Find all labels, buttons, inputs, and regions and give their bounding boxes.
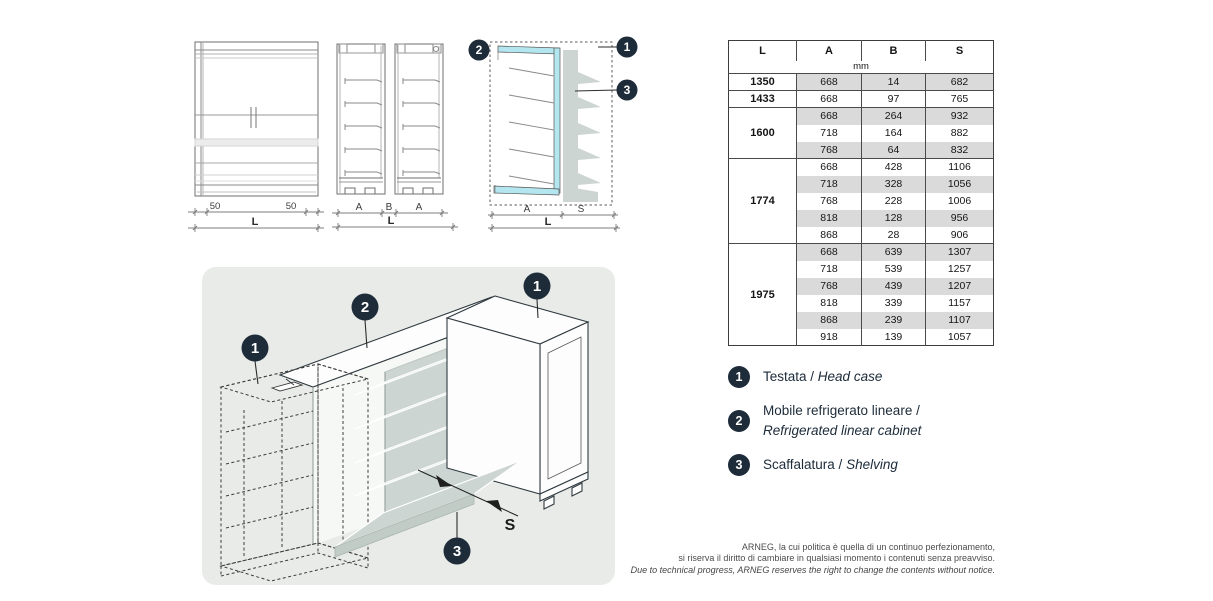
- table-row: 818 339 1157: [729, 295, 994, 312]
- col-header-L: L: [759, 44, 766, 57]
- callout-1-left: [242, 335, 269, 362]
- col-header-B: B: [862, 41, 926, 61]
- svg-text:2: 2: [475, 43, 483, 57]
- dim-label-50-right: 50: [285, 201, 297, 212]
- table-row: 768 64 832: [729, 142, 994, 159]
- legend-badge-1: 1: [728, 366, 750, 388]
- right-section: [395, 44, 443, 194]
- dimensions-table: [728, 40, 994, 346]
- legend-text: Testata / Head case: [763, 369, 883, 384]
- unit-label: mm: [853, 61, 869, 73]
- svg-text:2: 2: [360, 299, 370, 316]
- table-row: 718 539 1257: [729, 261, 994, 278]
- legend-badge-2: 2: [728, 410, 750, 432]
- section-view-drawing: [325, 30, 460, 235]
- dim-label-B: B: [385, 202, 393, 213]
- svg-text:1: 1: [623, 40, 631, 54]
- legend-badge-3: 3: [728, 454, 750, 476]
- table-row: 1600 668 264 932: [729, 108, 994, 125]
- dim-label-L-side: L: [544, 216, 552, 228]
- disclaimer-line-1: ARNEG, la cui politica è quella di un continuo perfezionamento,: [741, 542, 995, 552]
- dim-label-L-front: L: [251, 216, 259, 228]
- table-row: 1433 668 97 765: [729, 91, 994, 108]
- svg-text:1: 1: [532, 278, 542, 295]
- disclaimer-line-2: si riserva il diritto di cambiare in qualsiasi momento i contenuti senza preavviso.: [678, 553, 995, 564]
- side-view-drawing: [465, 30, 645, 235]
- table-row: 868 28 906: [729, 227, 994, 244]
- unit-row: [729, 61, 994, 74]
- side-dim-AS: [488, 211, 618, 219]
- col-header-S: S: [926, 41, 994, 61]
- table-row: 718 328 1056: [729, 176, 994, 193]
- table-row: 768 228 1006: [729, 193, 994, 210]
- s-dimension-label: S: [504, 517, 516, 534]
- legend-text: Mobile refrigerato lineare / Refrigerated linear cabinet: [763, 403, 922, 438]
- legend: [728, 366, 1028, 489]
- section-dim-L: [332, 223, 458, 231]
- table-row: 1975 668 639 1307: [729, 244, 994, 261]
- callout-2-side: [469, 40, 490, 61]
- table-row: 1350 668 14 682: [729, 74, 994, 91]
- table-row: 818 128 956: [729, 210, 994, 227]
- svg-text:3: 3: [452, 543, 462, 560]
- callout-1-right: [524, 273, 551, 300]
- callout-3-bottom: [444, 538, 471, 565]
- svg-text:1: 1: [250, 340, 260, 357]
- dim-label-A1: A: [355, 202, 363, 213]
- table-row: 1774 668 428 1106: [729, 159, 994, 176]
- disclaimer-line-3: Due to technical progress, ARNEG reserves the right to change the contents without notice.: [630, 564, 995, 575]
- callout-3-side: [617, 80, 638, 101]
- legend-item-head-case: [728, 366, 1028, 388]
- cabinet-shelves: [509, 68, 554, 186]
- legend-text: Scaffalatura / Shelving: [763, 457, 898, 472]
- table-row: 768 439 1207: [729, 278, 994, 295]
- svg-text:3: 3: [623, 83, 631, 97]
- front-view-drawing: [185, 35, 325, 235]
- callout-1-side: [617, 37, 638, 58]
- shelving-profile: [563, 50, 601, 202]
- disclaimer: [575, 542, 995, 576]
- table-header-row: [729, 41, 994, 61]
- col-header-A: A: [797, 41, 862, 61]
- legend-item-linear-cabinet: [728, 401, 1028, 441]
- isometric-diagram: [200, 260, 620, 600]
- front-view-dim-50: [188, 208, 324, 216]
- table-row: 918 139 1057: [729, 329, 994, 346]
- side-dim-L: [488, 224, 620, 232]
- table-row: 868 239 1107: [729, 312, 994, 329]
- dim-label-A2: A: [415, 202, 423, 213]
- cabinet-profile-highlight: [494, 46, 560, 195]
- table-row: 718 164 882: [729, 125, 994, 142]
- legend-item-shelving: [728, 454, 1028, 476]
- dim-label-L-sections: L: [387, 215, 395, 227]
- left-section: [337, 44, 385, 194]
- callout-2-top: [352, 294, 379, 321]
- dim-label-50-left: 50: [209, 201, 221, 212]
- dim-label-A-side: A: [523, 204, 531, 215]
- dim-label-S-side: S: [577, 204, 585, 215]
